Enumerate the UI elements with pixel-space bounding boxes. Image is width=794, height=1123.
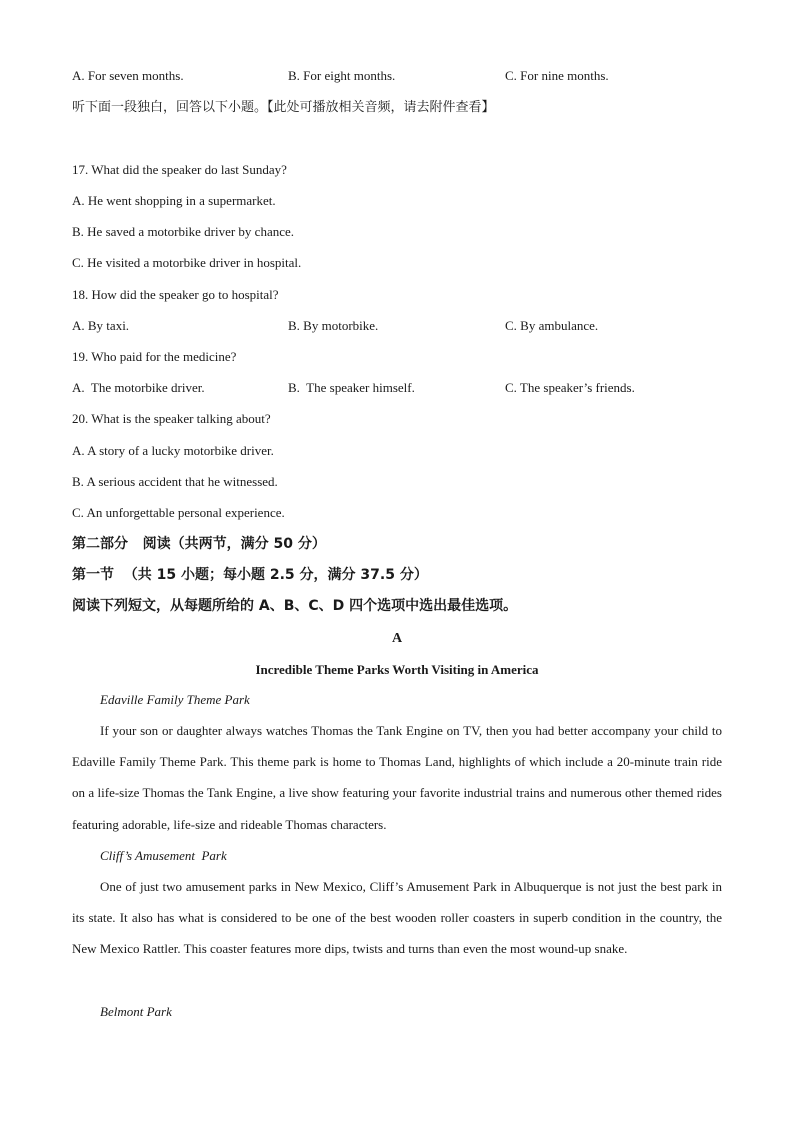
- park1-paragraph: [72, 715, 722, 840]
- q16-option-b: B. For eight months.: [288, 68, 396, 83]
- q20-option-c: C. An unforgettable personal experience.: [72, 505, 285, 520]
- listening-instruction: 听下面一段独白，回答以下小题。【此处可播放相关音频，请去附件查看】: [72, 100, 495, 115]
- park1-text: If your son or daughter always watches Thomas the Tank Engine on TV, then you had better accompany your child to Edaville Family Theme Park. This theme park is home to Thomas Land, highlights of which include a 20-minute train ride on a life-size Thomas the Tank Engine, a live show featuring your favorite industrial trains and numerous other themed rides featuring adorable, life-size and rideable Thomas characters.: [72, 723, 722, 832]
- q19-option-a: A. The motorbike driver.: [72, 380, 205, 395]
- q19-option-c: C. The speaker’s friends.: [505, 380, 635, 395]
- q17-stem: 17. What did the speaker do last Sunday?: [72, 162, 287, 177]
- q17-option-b: B. He saved a motorbike driver by chance.: [72, 224, 295, 239]
- q16-option-a: A. For seven months.: [72, 68, 184, 83]
- q20-option-a: A. A story of a lucky motorbike driver.: [72, 443, 274, 458]
- q18-option-a: A. By taxi.: [72, 318, 130, 333]
- passage-title: Incredible Theme Parks Worth Visiting in America: [255, 662, 539, 677]
- park2-paragraph: [72, 871, 722, 965]
- part2-section1-heading: 第一节 （共 15 小题；每小题 2.5 分，满分 37.5 分）: [72, 567, 428, 583]
- q16-options: [72, 68, 732, 84]
- q20-option-b: B. A serious accident that he witnessed.: [72, 474, 278, 489]
- part2-instruction: 阅读下列短文，从每题所给的 A、B、C、D 四个选项中选出最佳选项。: [72, 598, 518, 614]
- passage-letter: A: [391, 631, 403, 646]
- park2-text: One of just two amusement parks in New Mexico, Cliff’s Amusement Park in Albuquerque is not just the best park in its state. It also has what is considered to be one of the best wooden roller coasters in superb condition in the country, the New Mexico Rattler. This coaster features more dips, twists and turns than even the most wound-up snake.: [72, 879, 722, 957]
- q20-stem: 20. What is the speaker talking about?: [72, 411, 271, 426]
- park3-name: Belmont Park: [100, 1004, 172, 1019]
- part2-heading: 第二部分 阅读（共两节，满分 50 分）: [72, 536, 326, 552]
- q19-stem: 19. Who paid for the medicine?: [72, 349, 237, 364]
- q19-option-b: B. The speaker himself.: [288, 380, 415, 395]
- q18-options: [72, 318, 732, 334]
- q18-option-c: C. By ambulance.: [505, 318, 599, 333]
- q17-option-a: A. He went shopping in a supermarket.: [72, 193, 276, 208]
- park1-name: Edaville Family Theme Park: [100, 692, 250, 707]
- q18-option-b: B. By motorbike.: [288, 318, 379, 333]
- q17-option-c: C. He visited a motorbike driver in hospital.: [72, 255, 302, 270]
- park2-name: Cliff’s Amusement Park: [100, 848, 227, 863]
- q16-option-c: C. For nine months.: [505, 68, 609, 83]
- q19-options: [72, 380, 732, 396]
- q18-stem: 18. How did the speaker go to hospital?: [72, 287, 279, 302]
